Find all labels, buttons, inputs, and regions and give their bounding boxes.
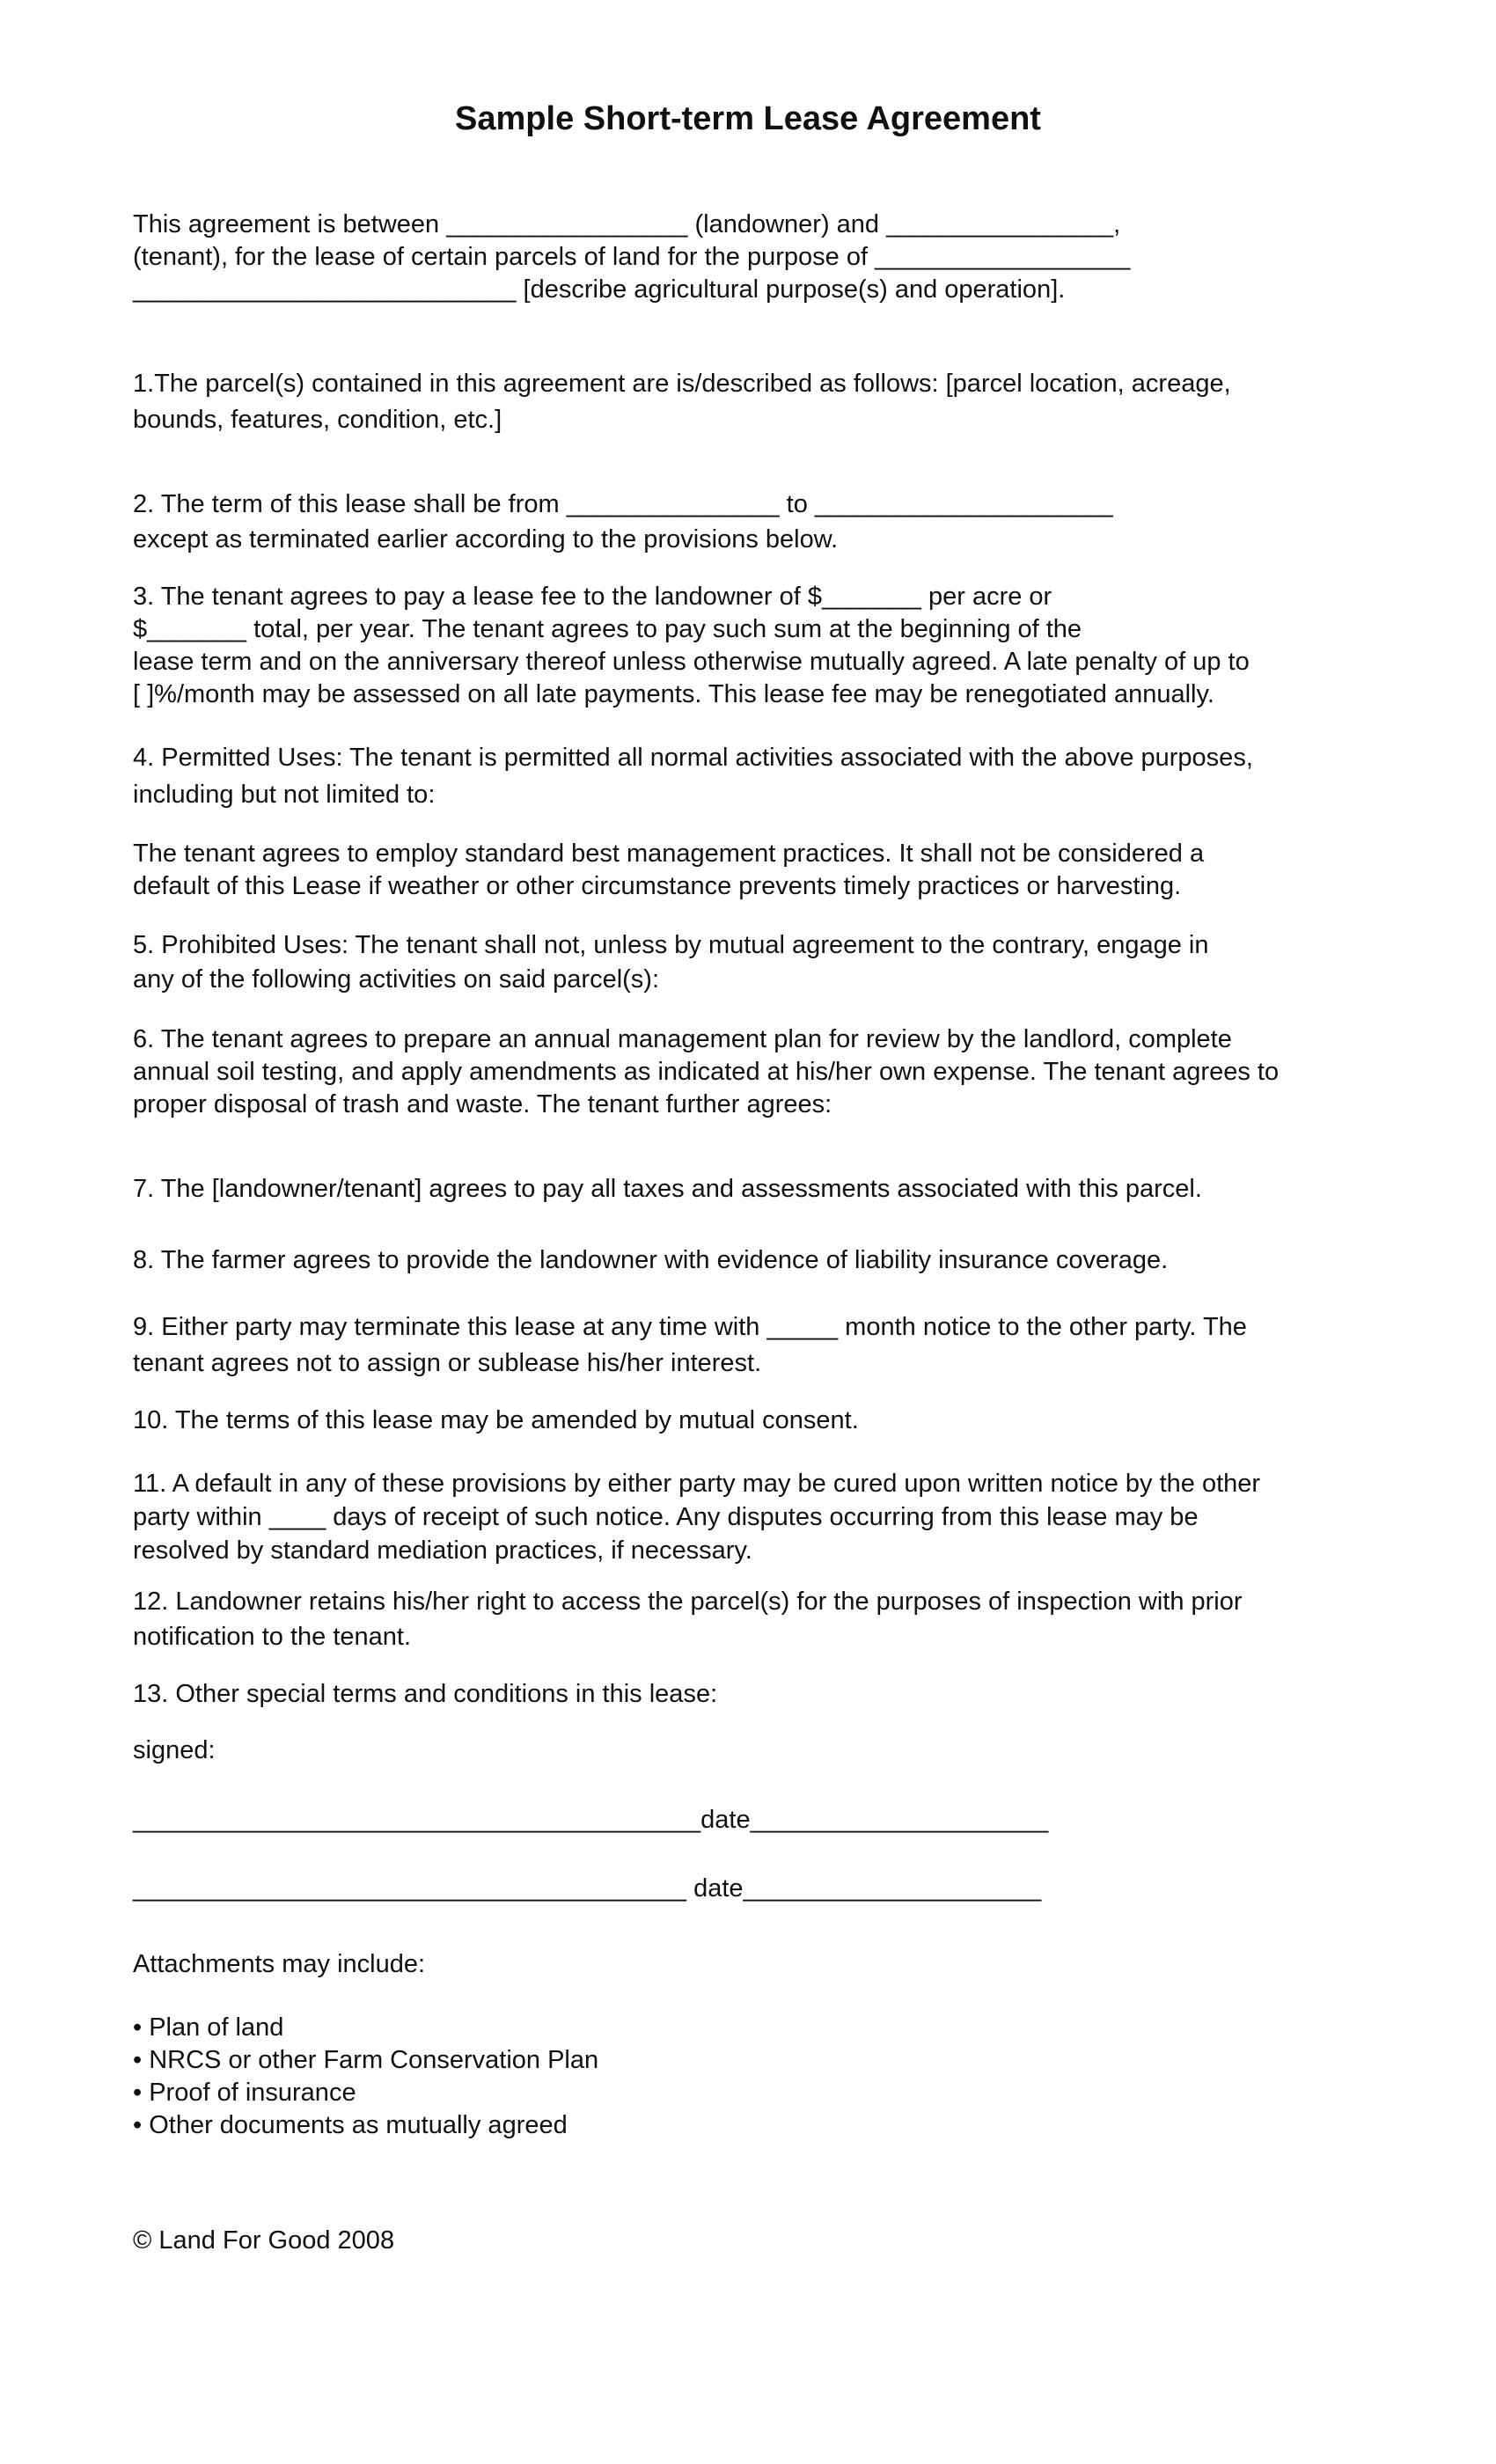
clause-line: 6. The tenant agrees to prepare an annual management plan for review by the landlord, complete xyxy=(133,1025,1232,1053)
clause-line: any of the following activities on said parcel(s): xyxy=(133,965,660,994)
clause-line: 7. The [landowner/tenant] agrees to pay all taxes and assessments associated with this parcel. xyxy=(133,1175,1202,1203)
document-title: Sample Short-term Lease Agreement xyxy=(455,100,1041,137)
clause-13 xyxy=(133,1678,1382,1711)
clause-line: 8. The farmer agrees to provide the landowner with evidence of liability insurance coverage. xyxy=(133,1246,1169,1274)
signature-line[interactable]: ________________________________________date_____________________ xyxy=(133,1806,1049,1834)
clause-line: bounds, features, condition, etc.] xyxy=(133,406,502,434)
clause-12 xyxy=(133,1584,1382,1654)
clause-line: except as terminated earlier according to the provisions below. xyxy=(133,525,839,554)
clause-10 xyxy=(133,1404,1382,1437)
clause-6 xyxy=(133,1023,1382,1121)
clause-line: [ ]%/month may be assessed on all late payments. This lease fee may be renegotiated annually. xyxy=(133,680,1214,708)
clause-9 xyxy=(133,1309,1382,1382)
intro-paragraph xyxy=(133,209,1382,306)
signature-line[interactable]: _______________________________________ date_____________________ xyxy=(133,1874,1042,1903)
clause-line: 13. Other special terms and conditions in this lease: xyxy=(133,1680,718,1708)
copyright-notice: © Land For Good 2008 xyxy=(133,2226,395,2255)
clause-line: 10. The terms of this lease may be amended by mutual consent. xyxy=(133,1406,859,1434)
intro-line: ___________________________ [describe agricultural purpose(s) and operation]. xyxy=(133,275,1066,304)
clause-line: proper disposal of trash and waste. The tenant further agrees: xyxy=(133,1090,832,1118)
list-item: • Proof of insurance xyxy=(133,2079,356,2107)
clause-line: notification to the tenant. xyxy=(133,1623,411,1651)
clause-line: $_______ total, per year. The tenant agrees to pay such sum at the beginning of the xyxy=(133,615,1082,643)
clause-line: 1.The parcel(s) contained in this agreement are is/described as follows: [parcel location, acreage, xyxy=(133,370,1231,398)
clause-line: 5. Prohibited Uses: The tenant shall not, unless by mutual agreement to the contrary, engage in xyxy=(133,931,1209,959)
list-item: • Other documents as mutually agreed xyxy=(133,2111,568,2139)
clause-3 xyxy=(133,581,1382,711)
clause-2 xyxy=(133,487,1382,557)
clause-line: tenant agrees not to assign or sublease his/her interest. xyxy=(133,1349,762,1377)
clause-11 xyxy=(133,1467,1382,1567)
attachments-list xyxy=(133,2012,1382,2142)
paragraph-line: default of this Lease if weather or other circumstance prevents timely practices or harvesting. xyxy=(133,872,1182,900)
attachments-heading: Attachments may include: xyxy=(133,1950,426,1978)
clause-5 xyxy=(133,928,1382,997)
paragraph-line: The tenant agrees to employ standard best management practices. It shall not be considered a xyxy=(133,840,1205,868)
clause-line: party within ____ days of receipt of such notice. Any disputes occurring from this lease may be xyxy=(133,1503,1199,1531)
clause-line: annual soil testing, and apply amendments as indicated at his/her own expense. The tenant agrees to xyxy=(133,1058,1280,1086)
clause-line: resolved by standard mediation practices, if necessary. xyxy=(133,1536,752,1565)
clause-4 xyxy=(133,739,1382,813)
clause-line: including but not limited to: xyxy=(133,781,436,809)
clause-line: lease term and on the anniversary thereof unless otherwise mutually agreed. A late penalty of up to xyxy=(133,648,1250,676)
clause-line: 2. The term of this lease shall be from _______________ to _____________________ xyxy=(133,490,1113,518)
clause-line: 9. Either party may terminate this lease at any time with _____ month notice to the other party. The xyxy=(133,1313,1247,1341)
list-item: • NRCS or other Farm Conservation Plan xyxy=(133,2046,599,2074)
clause-line: 3. The tenant agrees to pay a lease fee to the landowner of $_______ per acre or xyxy=(133,583,1052,611)
clause-1 xyxy=(133,366,1382,438)
clause-7 xyxy=(133,1173,1382,1206)
signed-label: signed: xyxy=(133,1736,216,1764)
clause-line: 11. A default in any of these provisions by either party may be cured upon written notice by the other xyxy=(133,1470,1261,1498)
clause-line: 4. Permitted Uses: The tenant is permitted all normal activities associated with the above purposes, xyxy=(133,744,1253,772)
bmp-paragraph xyxy=(133,838,1382,903)
clause-8 xyxy=(133,1244,1382,1277)
clause-line: 12. Landowner retains his/her right to access the parcel(s) for the purposes of inspection with prior xyxy=(133,1588,1243,1616)
list-item: • Plan of land xyxy=(133,2013,284,2042)
intro-line: This agreement is between _________________ (landowner) and ________________, xyxy=(133,210,1121,238)
intro-line: (tenant), for the lease of certain parcels of land for the purpose of __________________ xyxy=(133,243,1131,271)
